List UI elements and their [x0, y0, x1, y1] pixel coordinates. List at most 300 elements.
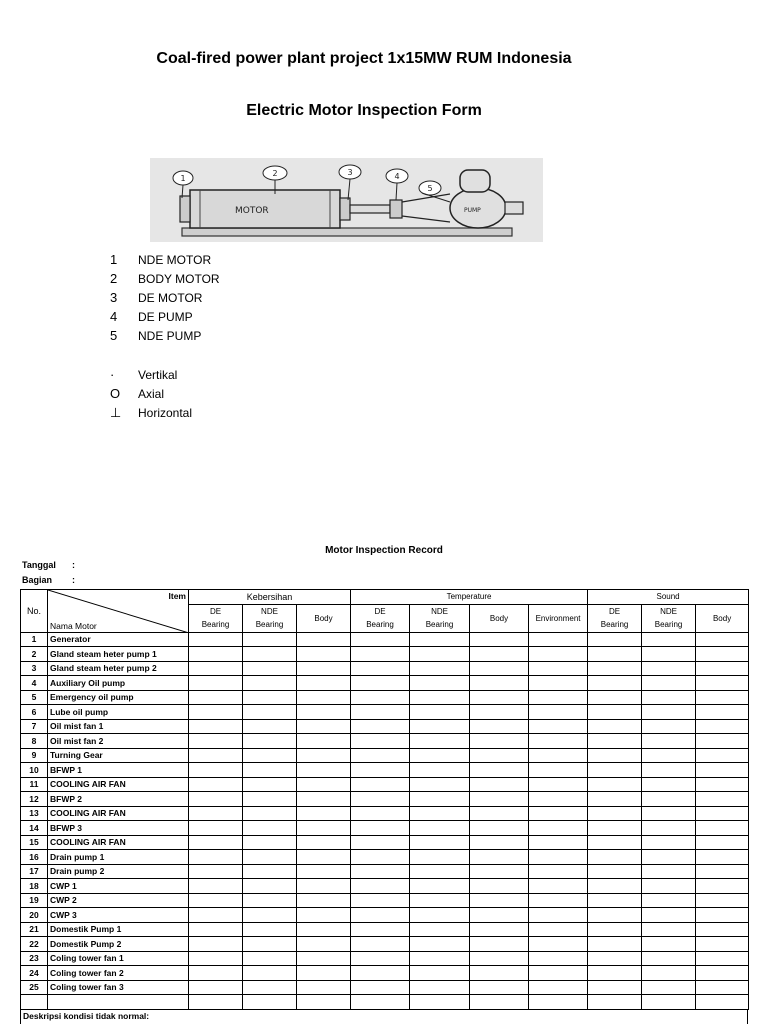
entry-cell[interactable]: [410, 995, 470, 1010]
entry-cell[interactable]: [529, 806, 588, 821]
entry-cell[interactable]: [297, 690, 351, 705]
entry-cell[interactable]: [529, 922, 588, 937]
entry-cell[interactable]: [410, 632, 470, 647]
entry-cell[interactable]: [243, 966, 297, 981]
entry-cell[interactable]: [243, 632, 297, 647]
entry-cell[interactable]: [588, 647, 642, 662]
entry-cell[interactable]: [642, 806, 696, 821]
row-number: 6: [21, 705, 48, 720]
kb-de: DE: [189, 604, 243, 618]
entry-cell[interactable]: [588, 734, 642, 749]
entry-cell[interactable]: [529, 995, 588, 1010]
entry-cell[interactable]: [529, 661, 588, 676]
entry-cell[interactable]: [243, 705, 297, 720]
motor-name: Coling tower fan 2: [48, 966, 189, 981]
entry-cell[interactable]: [243, 777, 297, 792]
sd-de-bearing: Bearing: [588, 618, 642, 632]
entry-cell[interactable]: [189, 748, 243, 763]
entry-cell[interactable]: [642, 661, 696, 676]
entry-cell[interactable]: [297, 850, 351, 865]
motor-name: Gland steam heter pump 2: [48, 661, 189, 676]
entry-cell[interactable]: [297, 835, 351, 850]
entry-cell[interactable]: [588, 980, 642, 995]
entry-cell[interactable]: [696, 748, 749, 763]
entry-cell[interactable]: [243, 850, 297, 865]
entry-cell[interactable]: [588, 835, 642, 850]
table-row: [21, 864, 749, 879]
motor-name: Drain pump 2: [48, 864, 189, 879]
entry-cell[interactable]: [470, 806, 529, 821]
entry-cell[interactable]: [297, 632, 351, 647]
entry-cell[interactable]: [470, 893, 529, 908]
entry-cell[interactable]: [297, 719, 351, 734]
entry-cell[interactable]: [642, 792, 696, 807]
entry-cell[interactable]: [470, 661, 529, 676]
entry-cell[interactable]: [351, 763, 410, 778]
entry-cell[interactable]: [642, 835, 696, 850]
entry-cell[interactable]: [696, 893, 749, 908]
entry-cell[interactable]: [642, 763, 696, 778]
entry-cell[interactable]: [529, 864, 588, 879]
legend-direction: · Vertikal: [110, 367, 178, 382]
entry-cell[interactable]: [696, 632, 749, 647]
row-number: 4: [21, 676, 48, 691]
entry-cell[interactable]: [529, 690, 588, 705]
entry-cell[interactable]: [470, 908, 529, 923]
entry-cell[interactable]: [410, 661, 470, 676]
table-row: [21, 850, 749, 865]
entry-cell[interactable]: [588, 908, 642, 923]
table-row: [21, 893, 749, 908]
entry-cell[interactable]: [529, 980, 588, 995]
entry-cell[interactable]: [410, 980, 470, 995]
entry-cell[interactable]: [588, 966, 642, 981]
row-number: 19: [21, 893, 48, 908]
kb-nde: NDE: [243, 604, 297, 618]
entry-cell[interactable]: [243, 647, 297, 662]
entry-cell[interactable]: [470, 821, 529, 836]
entry-cell[interactable]: [351, 719, 410, 734]
entry-cell[interactable]: [696, 879, 749, 894]
entry-cell[interactable]: [243, 719, 297, 734]
entry-cell[interactable]: [297, 893, 351, 908]
entry-cell[interactable]: [470, 922, 529, 937]
entry-cell[interactable]: [470, 632, 529, 647]
entry-cell[interactable]: [642, 777, 696, 792]
entry-cell[interactable]: [243, 821, 297, 836]
motor-name: BFWP 2: [48, 792, 189, 807]
entry-cell[interactable]: [529, 879, 588, 894]
entry-cell[interactable]: [410, 864, 470, 879]
entry-cell[interactable]: [351, 821, 410, 836]
kb-nde-bearing: Bearing: [243, 618, 297, 632]
entry-cell[interactable]: [588, 632, 642, 647]
entry-cell[interactable]: [642, 676, 696, 691]
entry-cell[interactable]: [529, 734, 588, 749]
entry-cell[interactable]: [696, 806, 749, 821]
entry-cell[interactable]: [470, 951, 529, 966]
entry-cell[interactable]: [410, 835, 470, 850]
entry-cell[interactable]: [588, 821, 642, 836]
entry-cell[interactable]: [470, 748, 529, 763]
entry-cell[interactable]: [696, 995, 749, 1010]
entry-cell[interactable]: [470, 980, 529, 995]
entry-cell[interactable]: [696, 719, 749, 734]
entry-cell[interactable]: [189, 966, 243, 981]
callout-2: 2: [272, 169, 278, 178]
entry-cell[interactable]: [297, 980, 351, 995]
entry-cell[interactable]: [470, 879, 529, 894]
legend-direction: ⊥ Horizontal: [110, 404, 193, 420]
entry-cell[interactable]: [696, 908, 749, 923]
entry-cell[interactable]: [529, 951, 588, 966]
entry-cell[interactable]: [243, 763, 297, 778]
entry-cell[interactable]: [410, 748, 470, 763]
entry-cell[interactable]: [410, 705, 470, 720]
entry-cell[interactable]: [410, 850, 470, 865]
motor-name: COOLING AIR FAN: [48, 777, 189, 792]
entry-cell[interactable]: [470, 864, 529, 879]
entry-cell[interactable]: [351, 879, 410, 894]
entry-cell[interactable]: [351, 908, 410, 923]
entry-cell[interactable]: [696, 647, 749, 662]
entry-cell[interactable]: [696, 951, 749, 966]
entry-cell[interactable]: [243, 951, 297, 966]
entry-cell[interactable]: [470, 937, 529, 952]
row-number: 13: [21, 806, 48, 821]
entry-cell[interactable]: [410, 777, 470, 792]
entry-cell[interactable]: [189, 806, 243, 821]
entry-cell[interactable]: [642, 864, 696, 879]
entry-cell[interactable]: [470, 705, 529, 720]
table-row: [21, 821, 749, 836]
entry-cell[interactable]: [410, 879, 470, 894]
motor-name: COOLING AIR FAN: [48, 806, 189, 821]
entry-cell[interactable]: [410, 647, 470, 662]
entry-cell[interactable]: [642, 734, 696, 749]
entry-cell[interactable]: [642, 951, 696, 966]
entry-cell[interactable]: [696, 676, 749, 691]
entry-cell[interactable]: [642, 632, 696, 647]
entry-cell[interactable]: [243, 908, 297, 923]
motor-name: CWP 1: [48, 879, 189, 894]
entry-cell[interactable]: [642, 893, 696, 908]
entry-cell[interactable]: [529, 908, 588, 923]
motor-pump-drawing: [150, 158, 543, 242]
motor-name: Lube oil pump: [48, 705, 189, 720]
entry-cell[interactable]: [351, 966, 410, 981]
entry-cell[interactable]: [410, 922, 470, 937]
entry-cell[interactable]: [642, 937, 696, 952]
entry-cell[interactable]: [410, 951, 470, 966]
entry-cell[interactable]: [297, 647, 351, 662]
entry-cell[interactable]: [297, 792, 351, 807]
entry-cell[interactable]: [588, 661, 642, 676]
entry-cell[interactable]: [243, 922, 297, 937]
entry-cell[interactable]: [470, 777, 529, 792]
motor-name: [48, 995, 189, 1010]
entry-cell[interactable]: [410, 821, 470, 836]
entry-cell[interactable]: [529, 792, 588, 807]
entry-cell[interactable]: [529, 647, 588, 662]
entry-cell[interactable]: [588, 951, 642, 966]
entry-cell[interactable]: [588, 806, 642, 821]
entry-cell[interactable]: [351, 676, 410, 691]
entry-cell[interactable]: [642, 748, 696, 763]
entry-cell[interactable]: [351, 705, 410, 720]
entry-cell[interactable]: [243, 806, 297, 821]
entry-cell[interactable]: [696, 980, 749, 995]
row-number: 12: [21, 792, 48, 807]
entry-cell[interactable]: [351, 951, 410, 966]
entry-cell[interactable]: [189, 676, 243, 691]
entry-cell[interactable]: [351, 792, 410, 807]
entry-cell[interactable]: [696, 821, 749, 836]
entry-cell[interactable]: [642, 850, 696, 865]
entry-cell[interactable]: [529, 748, 588, 763]
entry-cell[interactable]: [351, 806, 410, 821]
entry-cell[interactable]: [470, 690, 529, 705]
entry-cell[interactable]: [696, 734, 749, 749]
entry-cell[interactable]: [189, 705, 243, 720]
entry-cell[interactable]: [529, 777, 588, 792]
entry-cell[interactable]: [351, 937, 410, 952]
entry-cell[interactable]: [351, 647, 410, 662]
entry-cell[interactable]: [189, 922, 243, 937]
entry-cell[interactable]: [189, 908, 243, 923]
entry-cell[interactable]: [351, 864, 410, 879]
entry-cell[interactable]: [243, 835, 297, 850]
entry-cell[interactable]: [189, 937, 243, 952]
entry-cell[interactable]: [297, 806, 351, 821]
entry-cell[interactable]: [410, 690, 470, 705]
entry-cell[interactable]: [696, 661, 749, 676]
row-number: 18: [21, 879, 48, 894]
entry-cell[interactable]: [470, 995, 529, 1010]
entry-cell[interactable]: [529, 763, 588, 778]
item-nama-header: Item Nama Motor: [48, 590, 189, 633]
entry-cell[interactable]: [410, 734, 470, 749]
entry-cell[interactable]: [588, 690, 642, 705]
row-number: 14: [21, 821, 48, 836]
entry-cell[interactable]: [588, 763, 642, 778]
entry-cell[interactable]: [529, 835, 588, 850]
entry-cell[interactable]: [297, 937, 351, 952]
entry-cell[interactable]: [588, 850, 642, 865]
entry-cell[interactable]: [529, 719, 588, 734]
entry-cell[interactable]: [351, 690, 410, 705]
entry-cell[interactable]: [588, 676, 642, 691]
entry-cell[interactable]: [642, 690, 696, 705]
entry-cell[interactable]: [588, 705, 642, 720]
table-row: [21, 937, 749, 952]
entry-cell[interactable]: [189, 879, 243, 894]
entry-cell[interactable]: [243, 995, 297, 1010]
entry-cell[interactable]: [351, 995, 410, 1010]
entry-cell[interactable]: [410, 792, 470, 807]
entry-cell[interactable]: [189, 792, 243, 807]
entry-cell[interactable]: [351, 748, 410, 763]
entry-cell[interactable]: [410, 908, 470, 923]
entry-cell[interactable]: [642, 980, 696, 995]
entry-cell[interactable]: [529, 632, 588, 647]
entry-cell[interactable]: [410, 719, 470, 734]
entry-cell[interactable]: [189, 835, 243, 850]
entry-cell[interactable]: [588, 995, 642, 1010]
entry-cell[interactable]: [696, 792, 749, 807]
entry-cell[interactable]: [588, 937, 642, 952]
entry-cell[interactable]: [470, 734, 529, 749]
entry-cell[interactable]: [297, 908, 351, 923]
entry-cell[interactable]: [588, 893, 642, 908]
entry-cell[interactable]: [351, 850, 410, 865]
entry-cell[interactable]: [351, 835, 410, 850]
entry-cell[interactable]: [470, 792, 529, 807]
entry-cell[interactable]: [189, 980, 243, 995]
entry-cell[interactable]: [470, 763, 529, 778]
entry-cell[interactable]: [297, 705, 351, 720]
entry-cell[interactable]: [243, 864, 297, 879]
entry-cell[interactable]: [351, 632, 410, 647]
row-number: 16: [21, 850, 48, 865]
entry-cell[interactable]: [351, 734, 410, 749]
entry-cell[interactable]: [297, 951, 351, 966]
entry-cell[interactable]: [189, 719, 243, 734]
entry-cell[interactable]: [642, 719, 696, 734]
entry-cell[interactable]: [410, 806, 470, 821]
entry-cell[interactable]: [189, 661, 243, 676]
entry-cell[interactable]: [529, 850, 588, 865]
entry-cell[interactable]: [529, 821, 588, 836]
entry-cell[interactable]: [470, 966, 529, 981]
entry-cell[interactable]: [297, 966, 351, 981]
entry-cell[interactable]: [351, 661, 410, 676]
entry-cell[interactable]: [588, 777, 642, 792]
entry-cell[interactable]: [297, 821, 351, 836]
entry-cell[interactable]: [189, 893, 243, 908]
entry-cell[interactable]: [470, 719, 529, 734]
entry-cell[interactable]: [696, 937, 749, 952]
entry-cell[interactable]: [588, 864, 642, 879]
record-rows: [21, 632, 749, 1009]
entry-cell[interactable]: [297, 763, 351, 778]
entry-cell[interactable]: [351, 922, 410, 937]
entry-cell[interactable]: [588, 748, 642, 763]
entry-cell[interactable]: [297, 661, 351, 676]
entry-cell[interactable]: [410, 893, 470, 908]
entry-cell[interactable]: [297, 864, 351, 879]
entry-cell[interactable]: [529, 966, 588, 981]
entry-cell[interactable]: [696, 777, 749, 792]
entry-cell[interactable]: [189, 995, 243, 1010]
entry-cell[interactable]: [696, 850, 749, 865]
entry-cell[interactable]: [410, 937, 470, 952]
entry-cell[interactable]: [351, 980, 410, 995]
entry-cell[interactable]: [189, 647, 243, 662]
entry-cell[interactable]: [243, 734, 297, 749]
entry-cell[interactable]: [243, 980, 297, 995]
entry-cell[interactable]: [642, 995, 696, 1010]
entry-cell[interactable]: [696, 763, 749, 778]
table-row: [21, 763, 749, 778]
entry-cell[interactable]: [410, 676, 470, 691]
entry-cell[interactable]: [189, 632, 243, 647]
entry-cell[interactable]: [588, 922, 642, 937]
table-row: [21, 705, 749, 720]
entry-cell[interactable]: [297, 734, 351, 749]
entry-cell[interactable]: [696, 835, 749, 850]
entry-cell[interactable]: [470, 676, 529, 691]
entry-cell[interactable]: [297, 748, 351, 763]
entry-cell[interactable]: [696, 966, 749, 981]
entry-cell[interactable]: [529, 893, 588, 908]
entry-cell[interactable]: [351, 893, 410, 908]
entry-cell[interactable]: [529, 937, 588, 952]
entry-cell[interactable]: [297, 879, 351, 894]
entry-cell[interactable]: [470, 835, 529, 850]
entry-cell[interactable]: [297, 676, 351, 691]
entry-cell[interactable]: [189, 850, 243, 865]
entry-cell[interactable]: [351, 777, 410, 792]
entry-cell[interactable]: [189, 951, 243, 966]
table-row: [21, 806, 749, 821]
entry-cell[interactable]: [189, 734, 243, 749]
entry-cell[interactable]: [588, 792, 642, 807]
entry-cell[interactable]: [297, 995, 351, 1010]
entry-cell[interactable]: [696, 690, 749, 705]
entry-cell[interactable]: [470, 850, 529, 865]
entry-cell[interactable]: [410, 763, 470, 778]
entry-cell[interactable]: [243, 937, 297, 952]
entry-cell[interactable]: [696, 705, 749, 720]
entry-cell[interactable]: [189, 821, 243, 836]
entry-cell[interactable]: [588, 719, 642, 734]
entry-cell[interactable]: [243, 661, 297, 676]
entry-cell[interactable]: [642, 879, 696, 894]
entry-cell[interactable]: [297, 777, 351, 792]
table-row: [21, 632, 749, 647]
entry-cell[interactable]: [297, 922, 351, 937]
entry-cell[interactable]: [243, 676, 297, 691]
entry-cell[interactable]: [642, 908, 696, 923]
entry-cell[interactable]: [243, 893, 297, 908]
entry-cell[interactable]: [696, 922, 749, 937]
entry-cell[interactable]: [189, 777, 243, 792]
kb-de-bearing: Bearing: [189, 618, 243, 632]
entry-cell[interactable]: [529, 676, 588, 691]
entry-cell[interactable]: [243, 748, 297, 763]
entry-cell[interactable]: [696, 864, 749, 879]
entry-cell[interactable]: [529, 705, 588, 720]
entry-cell[interactable]: [588, 879, 642, 894]
sd-body: Body: [696, 604, 749, 632]
entry-cell[interactable]: [642, 821, 696, 836]
entry-cell[interactable]: [243, 792, 297, 807]
entry-cell[interactable]: [189, 763, 243, 778]
entry-cell[interactable]: [642, 647, 696, 662]
entry-cell[interactable]: [189, 690, 243, 705]
entry-cell[interactable]: [243, 879, 297, 894]
entry-cell[interactable]: [642, 966, 696, 981]
entry-cell[interactable]: [642, 705, 696, 720]
entry-cell[interactable]: [243, 690, 297, 705]
row-number: 8: [21, 734, 48, 749]
entry-cell[interactable]: [470, 647, 529, 662]
entry-cell[interactable]: [189, 864, 243, 879]
motor-name: Turning Gear: [48, 748, 189, 763]
entry-cell[interactable]: [410, 966, 470, 981]
entry-cell[interactable]: [642, 922, 696, 937]
